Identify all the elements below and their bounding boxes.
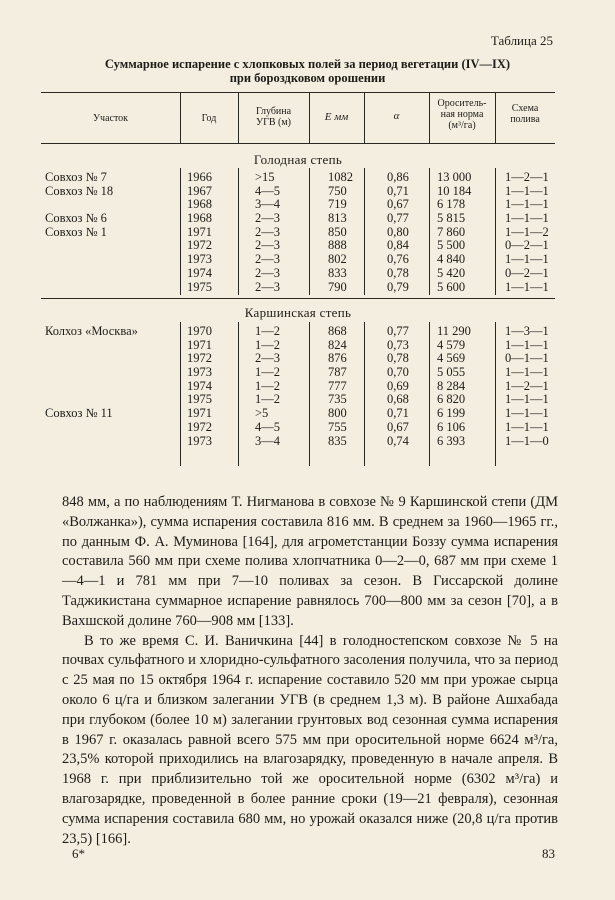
cell-year: 1966 xyxy=(187,170,212,184)
header-ugv-line-1: Глубина xyxy=(255,106,292,117)
table-header-rule xyxy=(41,143,555,144)
cell-site: Совхоз № 18 xyxy=(45,183,114,198)
cell-alpha: 0,71 xyxy=(387,406,409,421)
page-number: 83 xyxy=(542,846,555,861)
cell-alpha: 0,79 xyxy=(387,279,409,294)
cell-scheme: 1—2—1 xyxy=(505,170,549,184)
table-row xyxy=(41,421,555,435)
header-evaporation: E мм xyxy=(324,111,349,123)
cell-evaporation: 1082 xyxy=(328,170,353,184)
cell-evaporation: 719 xyxy=(328,197,347,212)
cell-year: 1971 xyxy=(187,224,212,239)
cell-site: Совхоз № 1 xyxy=(45,224,107,239)
table-row xyxy=(41,212,555,226)
header-ugv xyxy=(238,106,309,128)
table-row xyxy=(41,435,555,449)
cell-norm: 11 290 xyxy=(437,324,471,338)
table-row xyxy=(41,226,555,240)
cell-scheme: 1—2—1 xyxy=(505,378,549,393)
cell-ugv: >15 xyxy=(255,170,275,184)
header-alpha: α xyxy=(393,110,400,122)
cell-ugv: 4—5 xyxy=(255,183,280,198)
cell-evaporation: 755 xyxy=(328,419,347,434)
cell-evaporation: 813 xyxy=(328,211,347,226)
cell-scheme: 1—1—1 xyxy=(505,337,549,352)
cell-evaporation: 735 xyxy=(328,392,347,407)
cell-scheme: 1—1—0 xyxy=(505,433,549,448)
table-row xyxy=(41,325,555,339)
cell-norm: 4 579 xyxy=(437,337,466,352)
cell-norm: 5 055 xyxy=(437,365,466,380)
cell-evaporation: 802 xyxy=(328,252,347,267)
cell-scheme: 0—1—1 xyxy=(505,351,549,366)
cell-norm: 6 178 xyxy=(437,197,466,212)
cell-scheme: 1—1—2 xyxy=(505,224,549,239)
cell-norm: 8 284 xyxy=(437,378,466,393)
cell-alpha: 0,78 xyxy=(387,265,409,280)
cell-year: 1974 xyxy=(187,378,212,393)
cell-ugv: 1—2 xyxy=(255,324,280,338)
cell-ugv: 1—2 xyxy=(255,392,280,407)
cell-year: 1968 xyxy=(187,211,212,226)
cell-norm: 4 569 xyxy=(437,351,466,366)
cell-ugv: 1—2 xyxy=(255,337,280,352)
cell-alpha: 0,76 xyxy=(387,252,409,267)
cell-evaporation: 850 xyxy=(328,224,347,239)
cell-ugv: 2—3 xyxy=(255,224,280,239)
cell-ugv: 2—3 xyxy=(255,211,280,226)
signature-mark: 6* xyxy=(72,846,85,861)
table-row xyxy=(41,380,555,394)
cell-ugv: 2—3 xyxy=(255,252,280,267)
table-title-line-2: при бороздковом орошении xyxy=(229,71,386,85)
cell-year: 1974 xyxy=(187,265,212,280)
cell-scheme: 1—1—1 xyxy=(505,197,549,212)
cell-alpha: 0,80 xyxy=(387,224,409,239)
cell-evaporation: 777 xyxy=(328,378,347,393)
header-norm-line-1: Ороситель- xyxy=(437,98,487,109)
table-label: Таблица 25 xyxy=(490,33,553,48)
cell-alpha: 0,73 xyxy=(387,337,409,352)
table-body-region-1 xyxy=(41,171,555,294)
cell-year: 1975 xyxy=(187,392,212,407)
cell-norm: 6 393 xyxy=(437,433,466,448)
cell-ugv: 2—3 xyxy=(255,279,280,294)
cell-ugv: 4—5 xyxy=(255,419,280,434)
cell-norm: 10 184 xyxy=(437,183,472,198)
table-row xyxy=(41,239,555,253)
cell-scheme: 1—1—1 xyxy=(505,279,549,294)
table-row xyxy=(41,198,555,212)
cell-scheme: 1—1—1 xyxy=(505,419,549,434)
cell-scheme: 1—1—1 xyxy=(505,211,549,226)
table-row xyxy=(41,339,555,353)
cell-alpha: 0,86 xyxy=(387,170,409,184)
cell-scheme: 1—3—1 xyxy=(505,324,549,338)
cell-scheme: 1—1—1 xyxy=(505,392,549,407)
cell-norm: 5 815 xyxy=(437,211,466,226)
cell-evaporation: 787 xyxy=(328,365,347,380)
cell-year: 1973 xyxy=(187,365,212,380)
cell-norm: 6 106 xyxy=(437,419,466,434)
cell-evaporation: 835 xyxy=(328,433,347,448)
cell-alpha: 0,71 xyxy=(387,183,409,198)
cell-year: 1972 xyxy=(187,351,212,366)
cell-ugv: 2—3 xyxy=(255,238,280,253)
cell-scheme: 0—2—1 xyxy=(505,238,549,253)
cell-site: Совхоз № 6 xyxy=(45,211,107,226)
cell-alpha: 0,77 xyxy=(387,211,409,226)
paragraph: 848 мм, а по наблюдениям Т. Нигманова в совхозе № 9 Каршинской степи (ДМ «Волжанка»), сумма испарения составила 816 мм. В среднем за 1960—1965 гг., по данным Ф. А. Муминова [164], для агрометстанции Боззу сумма испарения составила 560 мм при схеме полива хлопчатника 0—2—0, 687 мм при схеме 1—4—1 и 781 мм при 7—10 поливах за сезон. В Гиссарской долине Таджикистана суммарное испарение равнялось 700—800 мм за сезон [70], а в Вахшской долине 760—908 мм [133]. xyxy=(62,494,558,629)
cell-ugv: 3—4 xyxy=(255,433,280,448)
cell-norm: 6 820 xyxy=(437,392,466,407)
cell-year: 1972 xyxy=(187,419,212,434)
cell-norm: 4 840 xyxy=(437,252,466,267)
cell-alpha: 0,78 xyxy=(387,351,409,366)
header-irrigation-norm xyxy=(429,98,495,131)
cell-evaporation: 888 xyxy=(328,238,347,253)
table-section-rule xyxy=(41,298,555,299)
cell-evaporation: 833 xyxy=(328,265,347,280)
table-title-line-1: Суммарное испарение с хлопковых полей за период вегетации (IV—IX) xyxy=(104,57,511,71)
region-title: Каршинская степь xyxy=(244,305,352,320)
cell-year: 1973 xyxy=(187,252,212,267)
cell-site: Колхоз «Москва» xyxy=(45,324,138,338)
table-body-region-2 xyxy=(41,325,555,448)
table-row xyxy=(41,253,555,267)
cell-norm: 5 500 xyxy=(437,238,466,253)
cell-ugv: 3—4 xyxy=(255,197,280,212)
body-text xyxy=(62,493,558,849)
paragraph: В то же время С. И. Ваничкина [44] в голодностепском совхозе № 5 на почвах сульфатного и хлоридно-сульфатного засоления получила, что за период с 25 мая по 15 октября 1964 г. испарение составило 520 мм при урожае сырца около 6 ц/га и близком залегании УГВ (в среднем 1,3 м). В районе Ашхабада при глубоком (более 10 м) залегании грунтовых вод сезонная сумма испарения в 1967 г. оказалась равной всего 575 мм при оросительной норме 6624 м³/га, 23,5% которой приходились на влагозарядку, проведенную в начале апреля. В 1968 г. при приблизительно той же оросительной норме (6302 м³/га) и влагозарядке, проведенной в более ранние сроки (19—21 февраля), сезонная сумма испарения составила 680 мм, но урожай оказался ниже (20,8 ц/га против 23,5) [166]. xyxy=(62,632,558,847)
cell-ugv: 1—2 xyxy=(255,378,280,393)
cell-alpha: 0,70 xyxy=(387,365,409,380)
cell-alpha: 0,74 xyxy=(387,433,409,448)
table-row xyxy=(41,185,555,199)
table-row xyxy=(41,407,555,421)
cell-alpha: 0,77 xyxy=(387,324,409,338)
cell-ugv: >5 xyxy=(255,406,269,421)
cell-norm: 5 600 xyxy=(437,279,466,294)
cell-alpha: 0,84 xyxy=(387,238,409,253)
cell-year: 1968 xyxy=(187,197,212,212)
table-row xyxy=(41,366,555,380)
cell-evaporation: 868 xyxy=(328,324,347,338)
cell-scheme: 1—1—1 xyxy=(505,365,549,380)
header-norm-line-2: ная норма xyxy=(440,109,484,120)
cell-evaporation: 750 xyxy=(328,183,347,198)
header-scheme-line-2: полива xyxy=(510,114,540,125)
cell-norm: 6 199 xyxy=(437,406,466,421)
region-title: Голодная степь xyxy=(253,152,343,167)
cell-evaporation: 876 xyxy=(328,351,347,366)
header-scheme-line-1: Схема xyxy=(511,103,539,114)
cell-ugv: 2—3 xyxy=(255,351,280,366)
table-title xyxy=(40,57,575,85)
header-ugv-line-2: УГВ (м) xyxy=(255,117,292,128)
cell-scheme: 1—1—1 xyxy=(505,252,549,267)
cell-year: 1972 xyxy=(187,238,212,253)
cell-year: 1967 xyxy=(187,183,212,198)
header-year: Год xyxy=(201,113,217,124)
cell-year: 1971 xyxy=(187,406,212,421)
table-row xyxy=(41,393,555,407)
table-row xyxy=(41,281,555,295)
cell-ugv: 2—3 xyxy=(255,265,280,280)
table-row xyxy=(41,352,555,366)
cell-site: Совхоз № 11 xyxy=(45,406,113,421)
cell-year: 1971 xyxy=(187,337,212,352)
cell-scheme: 1—1—1 xyxy=(505,183,549,198)
header-norm-line-3: (м³/га) xyxy=(448,120,476,131)
table-top-rule xyxy=(41,92,555,93)
header-scheme xyxy=(495,103,555,125)
cell-year: 1970 xyxy=(187,324,212,338)
cell-alpha: 0,67 xyxy=(387,419,409,434)
table-row xyxy=(41,267,555,281)
cell-site: Совхоз № 7 xyxy=(45,170,107,184)
cell-norm: 5 420 xyxy=(437,265,466,280)
table-row xyxy=(41,171,555,185)
cell-norm: 13 000 xyxy=(437,170,472,184)
cell-scheme: 1—1—1 xyxy=(505,406,549,421)
cell-scheme: 0—2—1 xyxy=(505,265,549,280)
cell-year: 1973 xyxy=(187,433,212,448)
cell-alpha: 0,67 xyxy=(387,197,409,212)
cell-year: 1975 xyxy=(187,279,212,294)
cell-ugv: 1—2 xyxy=(255,365,280,380)
cell-alpha: 0,69 xyxy=(387,378,409,393)
header-site: Участок xyxy=(92,113,129,124)
cell-evaporation: 800 xyxy=(328,406,347,421)
cell-evaporation: 824 xyxy=(328,337,347,352)
cell-alpha: 0,68 xyxy=(387,392,409,407)
cell-evaporation: 790 xyxy=(328,279,347,294)
cell-norm: 7 860 xyxy=(437,224,466,239)
